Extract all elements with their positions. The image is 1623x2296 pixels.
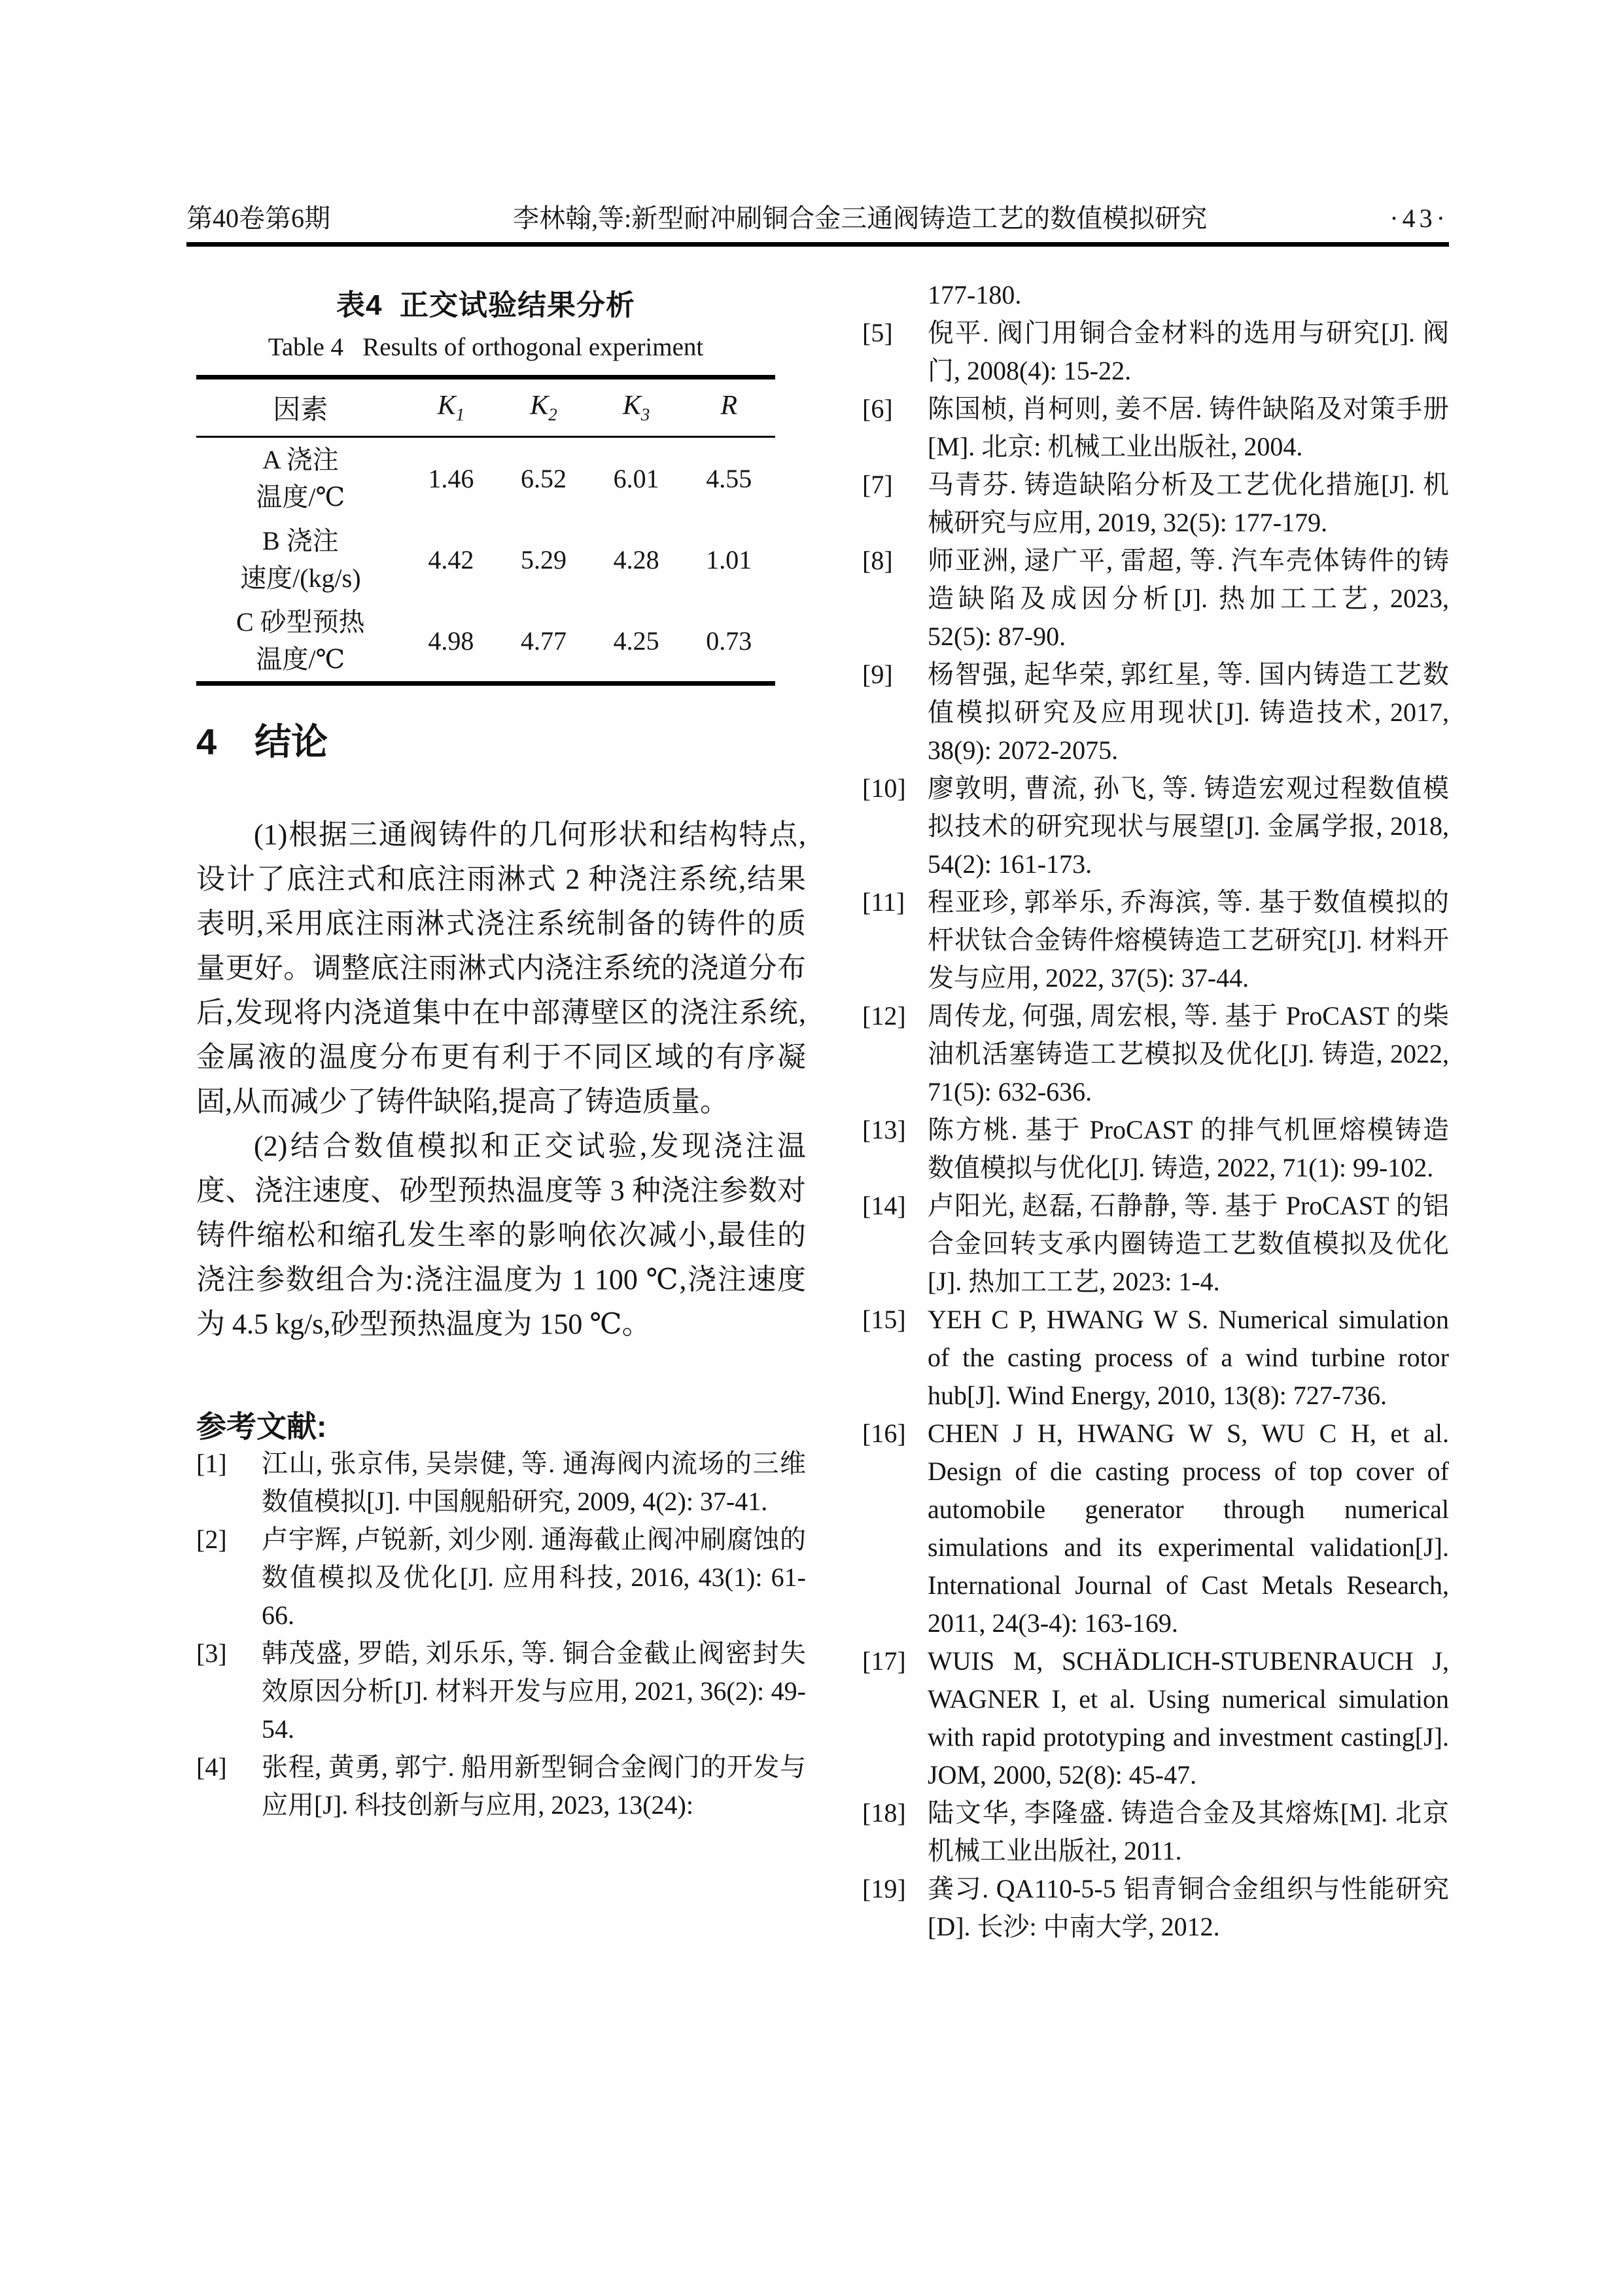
- reference-text: YEH C P, HWANG W S. Numerical simulation of the casting process of a wind turbine rotor hub[J]. Wind Energy, 2010, 13(8): 727-736.: [928, 1305, 1449, 1410]
- col-header-factor: 因素: [196, 378, 405, 437]
- reference-item: [862, 1642, 1449, 1794]
- reference-item: [862, 656, 1449, 769]
- reference-item: [862, 1187, 1449, 1301]
- reference-marker: [8]: [862, 546, 893, 575]
- table-caption-zh: 表4 正交试验结果分析: [336, 289, 635, 321]
- reference-item: [862, 997, 1449, 1111]
- col-header-r: R: [682, 378, 775, 437]
- reference-item: [862, 390, 1449, 466]
- reference-item: [196, 1634, 806, 1748]
- k3-value-cell: 4.28: [613, 544, 659, 574]
- factor-cell: A 浇注 温度/℃: [256, 445, 345, 512]
- references-left-column: [196, 1445, 806, 1824]
- reference-text: 龚习. QA110-5-5 铝青铜合金组织与性能研究[D]. 长沙: 中南大学, 2012.: [928, 1874, 1449, 1941]
- references-heading: 参考文献:: [196, 1409, 327, 1443]
- reference-marker: [11]: [862, 887, 905, 917]
- reference-marker: [10]: [862, 773, 906, 803]
- col-header-k1: $K_1$: [405, 378, 498, 437]
- reference-text: 师亚洲, 逯广平, 雷超, 等. 汽车壳体铸件的铸造缺陷及成因分析[J]. 热加工工艺, 2023, 52(5): 87-90.: [928, 546, 1449, 651]
- k3-value-cell: 4.25: [613, 626, 659, 656]
- k1-value-cell: 4.42: [428, 544, 474, 574]
- reference-text: 程亚珍, 郭举乐, 乔海滨, 等. 基于数值模拟的杆状钛合金铸件熔模铸造工艺研究[J]. 材料开发与应用, 2022, 37(5): 37-44.: [928, 887, 1449, 993]
- r-value-cell: 1.01: [706, 544, 752, 574]
- reference-text: 杨智强, 起华荣, 郭红星, 等. 国内铸造工艺数值模拟研究及应用现状[J]. 铸造技术, 2017, 38(9): 2072-2075.: [928, 660, 1449, 765]
- header-page-number: ·43·: [1389, 203, 1449, 233]
- table-row: [196, 437, 775, 520]
- col-header-k2: $K_2$: [497, 378, 590, 437]
- reference-item: [862, 314, 1449, 390]
- header-running-title: 李林翰,等:新型耐冲刷铜合金三通阀铸造工艺的数值模拟研究: [513, 203, 1208, 233]
- conclusion-paragraphs: [196, 813, 806, 1347]
- reference-item: [862, 1111, 1449, 1187]
- reference-text: 倪平. 阀门用铜合金材料的选用与研究[J]. 阀门, 2008(4): 15-22.: [928, 318, 1449, 385]
- reference-marker: [1]: [196, 1449, 227, 1478]
- reference-text: 韩茂盛, 罗皓, 刘乐乐, 等. 铜合金截止阀密封失效原因分析[J]. 材料开发与应用, 2021, 36(2): 49-54.: [262, 1638, 806, 1744]
- header-rule: [186, 242, 1449, 247]
- reference-marker: [19]: [862, 1874, 906, 1903]
- references-right-column: [862, 276, 1449, 1946]
- reference-item: [862, 1870, 1449, 1946]
- r-value-cell: 0.73: [706, 626, 752, 656]
- table-row: [196, 600, 775, 684]
- reference-marker: [5]: [862, 318, 893, 347]
- table-header-row: [196, 378, 775, 437]
- reference-marker: [4]: [196, 1752, 227, 1782]
- table-row: [196, 519, 775, 600]
- k2-value-cell: 5.29: [520, 544, 567, 574]
- reference-item: [196, 1748, 806, 1824]
- k1-value-cell: 1.46: [428, 463, 474, 493]
- reference-text: 陈方桃. 基于 ProCAST 的排气机匣熔模铸造数值模拟与优化[J]. 铸造, 2022, 71(1): 99-102.: [928, 1115, 1449, 1182]
- reference-item: [862, 466, 1449, 542]
- reference-text: CHEN J H, HWANG W S, WU C H, et al. Design of die casting process of top cover of automobile generator through numerical simulations and its experimental validation[J]. International Journal of Cast Metals Research, 2011, 24(3-4): 163-169.: [928, 1419, 1449, 1638]
- reference-marker: [6]: [862, 394, 893, 423]
- factor-cell: C 砂型预热 温度/℃: [236, 607, 365, 674]
- reference-text: 卢宇辉, 卢锐新, 刘少刚. 通海截止阀冲刷腐蚀的数值模拟及优化[J]. 应用科技, 2016, 43(1): 61-66.: [262, 1525, 806, 1630]
- reference-item: [862, 883, 1449, 997]
- reference-item: [862, 769, 1449, 883]
- reference-marker: [15]: [862, 1305, 906, 1334]
- reference-text: 周传龙, 何强, 周宏根, 等. 基于 ProCAST 的柴油机活塞铸造工艺模拟及优化[J]. 铸造, 2022, 71(5): 632-636.: [928, 1001, 1449, 1106]
- reference-text: 卢阳光, 赵磊, 石静静, 等. 基于 ProCAST 的铝合金回转支承内圈铸造工艺数值模拟及优化[J]. 热加工工艺, 2023: 1-4.: [928, 1191, 1449, 1296]
- reference-item: [862, 1301, 1449, 1415]
- running-header: [186, 198, 1449, 235]
- k2-value-cell: 6.52: [520, 463, 567, 493]
- reference-item: [862, 1794, 1449, 1870]
- header-issue: 第40卷第6期: [186, 203, 330, 233]
- reference-marker: [16]: [862, 1419, 906, 1448]
- reference-text: 江山, 张京伟, 吴崇健, 等. 通海阀内流场的三维数值模拟[J]. 中国舰船研究, 2009, 4(2): 37-41.: [262, 1449, 806, 1516]
- col-header-k3: $K_3$: [590, 378, 683, 437]
- section-heading-conclusion: [196, 713, 328, 766]
- reference-marker: [17]: [862, 1646, 906, 1676]
- reference-text: 陆文华, 李隆盛. 铸造合金及其熔炼[M]. 北京机械工业出版社, 2011.: [928, 1798, 1449, 1865]
- reference-marker: [12]: [862, 1001, 906, 1031]
- reference-marker: [2]: [196, 1525, 227, 1554]
- reference-text: 马青芬. 铸造缺陷分析及工艺优化措施[J]. 机械研究与应用, 2019, 32(5): 177-179.: [928, 470, 1449, 537]
- reference-marker: [13]: [862, 1115, 906, 1144]
- orthogonal-results-table: [196, 375, 775, 686]
- conclusion-paragraph-1: (1)根据三通阀铸件的几何形状和结构特点,设计了底注式和底注雨淋式 2 种浇注系统,结果表明,采用底注雨淋式浇注系统制备的铸件的质量更好。调整底注雨淋式内浇注系统的浇道分布后,发现将内浇道集中在中部薄壁区的浇注系统,金属液的温度分布更有利于不同区域的有序凝固,从而减少了铸件缺陷,提高了铸造质量。: [196, 819, 806, 1118]
- reference-marker: [18]: [862, 1798, 906, 1828]
- factor-cell: B 浇注 速度/(kg/s): [240, 526, 361, 593]
- k1-value-cell: 4.98: [428, 626, 474, 656]
- reference-marker: [9]: [862, 660, 893, 689]
- conclusion-paragraph-2: (2)结合数值模拟和正交试验,发现浇注温度、浇注速度、砂型预热温度等 3 种浇注参数对铸件缩松和缩孔发生率的影响依次减小,最佳的浇注参数组合为:浇注温度为 1 100 ℃,浇注速度为 4.5 kg/s,砂型预热温度为 150 ℃。: [196, 1130, 806, 1340]
- reference-text: WUIS M, SCHÄDLICH-STUBENRAUCH J, WAGNER I, et al. Using numerical simulation with rapid prototyping and investment casting[J]. JOM, 2000, 52(8): 45-47.: [928, 1646, 1449, 1790]
- reference-item: [196, 1445, 806, 1521]
- reference-text: 张程, 黄勇, 郭宁. 船用新型铜合金阀门的开发与应用[J]. 科技创新与应用, 2023, 13(24):: [262, 1752, 806, 1820]
- reference-item: [862, 1415, 1449, 1642]
- reference-marker: [14]: [862, 1191, 906, 1220]
- reference-marker: [3]: [196, 1638, 227, 1668]
- reference-item: [196, 1521, 806, 1634]
- r-value-cell: 4.55: [706, 463, 752, 493]
- k2-value-cell: 4.77: [520, 626, 567, 656]
- reference-text: 廖敦明, 曹流, 孙飞, 等. 铸造宏观过程数值模拟技术的研究现状与展望[J]. 金属学报, 2018, 54(2): 161-173.: [928, 773, 1449, 879]
- reference-carryover-line: 177-180.: [928, 280, 1022, 309]
- reference-marker: [7]: [862, 470, 893, 499]
- table-block: [196, 281, 775, 686]
- references-right-list: [862, 314, 1449, 1946]
- reference-item: [862, 542, 1449, 656]
- table-caption-en: Table 4 Results of orthogonal experiment: [268, 333, 704, 361]
- section-title: 结论: [254, 721, 328, 762]
- k3-value-cell: 6.01: [613, 463, 659, 493]
- section-number: 4: [196, 721, 217, 762]
- reference-text: 陈国桢, 肖柯则, 姜不居. 铸件缺陷及对策手册[M]. 北京: 机械工业出版社, 2004.: [928, 394, 1449, 461]
